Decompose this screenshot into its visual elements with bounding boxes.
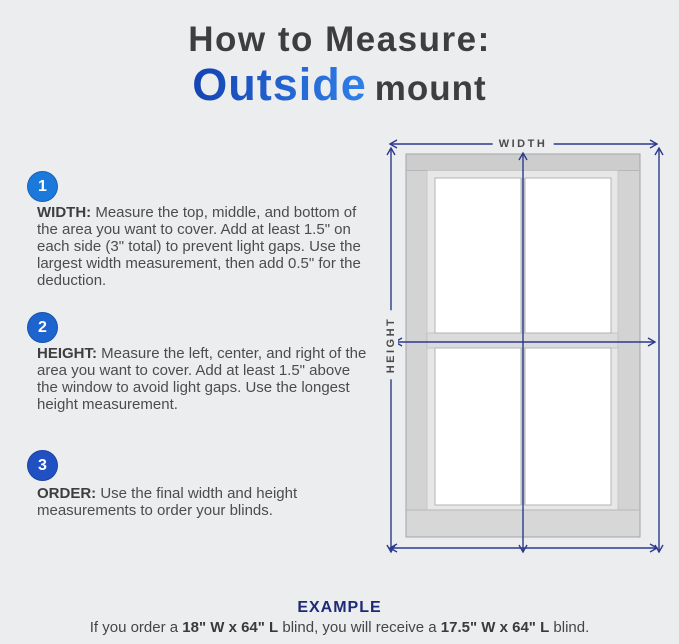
window-pane-upper-right	[525, 178, 611, 333]
window-diagram-graphic	[378, 128, 670, 568]
example-sentence	[0, 618, 679, 637]
example-middle: blind, you will receive a	[278, 619, 441, 636]
example-suffix: blind.	[549, 619, 590, 636]
title-line1: How to Measure:	[188, 20, 491, 59]
example-receive-size: 17.5" W x 64" L	[440, 619, 550, 636]
window-pane-upper-left	[435, 178, 521, 333]
step-1-body: Measure the top, middle, and bottom of the area you want to cover. Add at least 1.5" on each side (3" total) to prevent light gaps. Use the largest width measurement, then add 0.5" for the deduction.	[37, 204, 361, 289]
title-highlight-outside: Outside	[192, 59, 367, 110]
example-order-size: 18" W x 64" L	[182, 619, 279, 636]
step-2-badge: 2	[27, 312, 58, 343]
example-heading: EXAMPLE	[297, 599, 382, 616]
step-3-text	[37, 485, 373, 519]
step-3-body: Use the final width and height measurements to order your blinds.	[37, 485, 298, 519]
height-dimension-label: HEIGHT	[384, 311, 398, 380]
step-1-label: WIDTH:	[37, 204, 92, 221]
step-2-label: HEIGHT:	[37, 345, 97, 362]
title-line2	[0, 59, 679, 119]
step-1-text	[37, 204, 373, 289]
step-3-badge: 3	[27, 450, 58, 481]
window-pane-lower-left	[435, 348, 521, 505]
window-pane-lower-right	[525, 348, 611, 505]
step-1-badge: 1	[27, 171, 58, 202]
step-3-label: ORDER:	[37, 485, 97, 502]
step-2-body: Measure the left, center, and right of the area you want to cover. Add at least 1.5" above the window to avoid light gaps. Use the longest height measurement.	[37, 345, 367, 413]
width-dimension-label: WIDTH	[493, 137, 554, 151]
window-measurement-diagram	[378, 128, 670, 568]
page-title	[0, 20, 679, 119]
step-2-text	[37, 345, 373, 413]
example-prefix: If you order a	[89, 619, 183, 636]
title-suffix-mount: mount	[374, 69, 487, 108]
example-footer	[0, 598, 679, 637]
